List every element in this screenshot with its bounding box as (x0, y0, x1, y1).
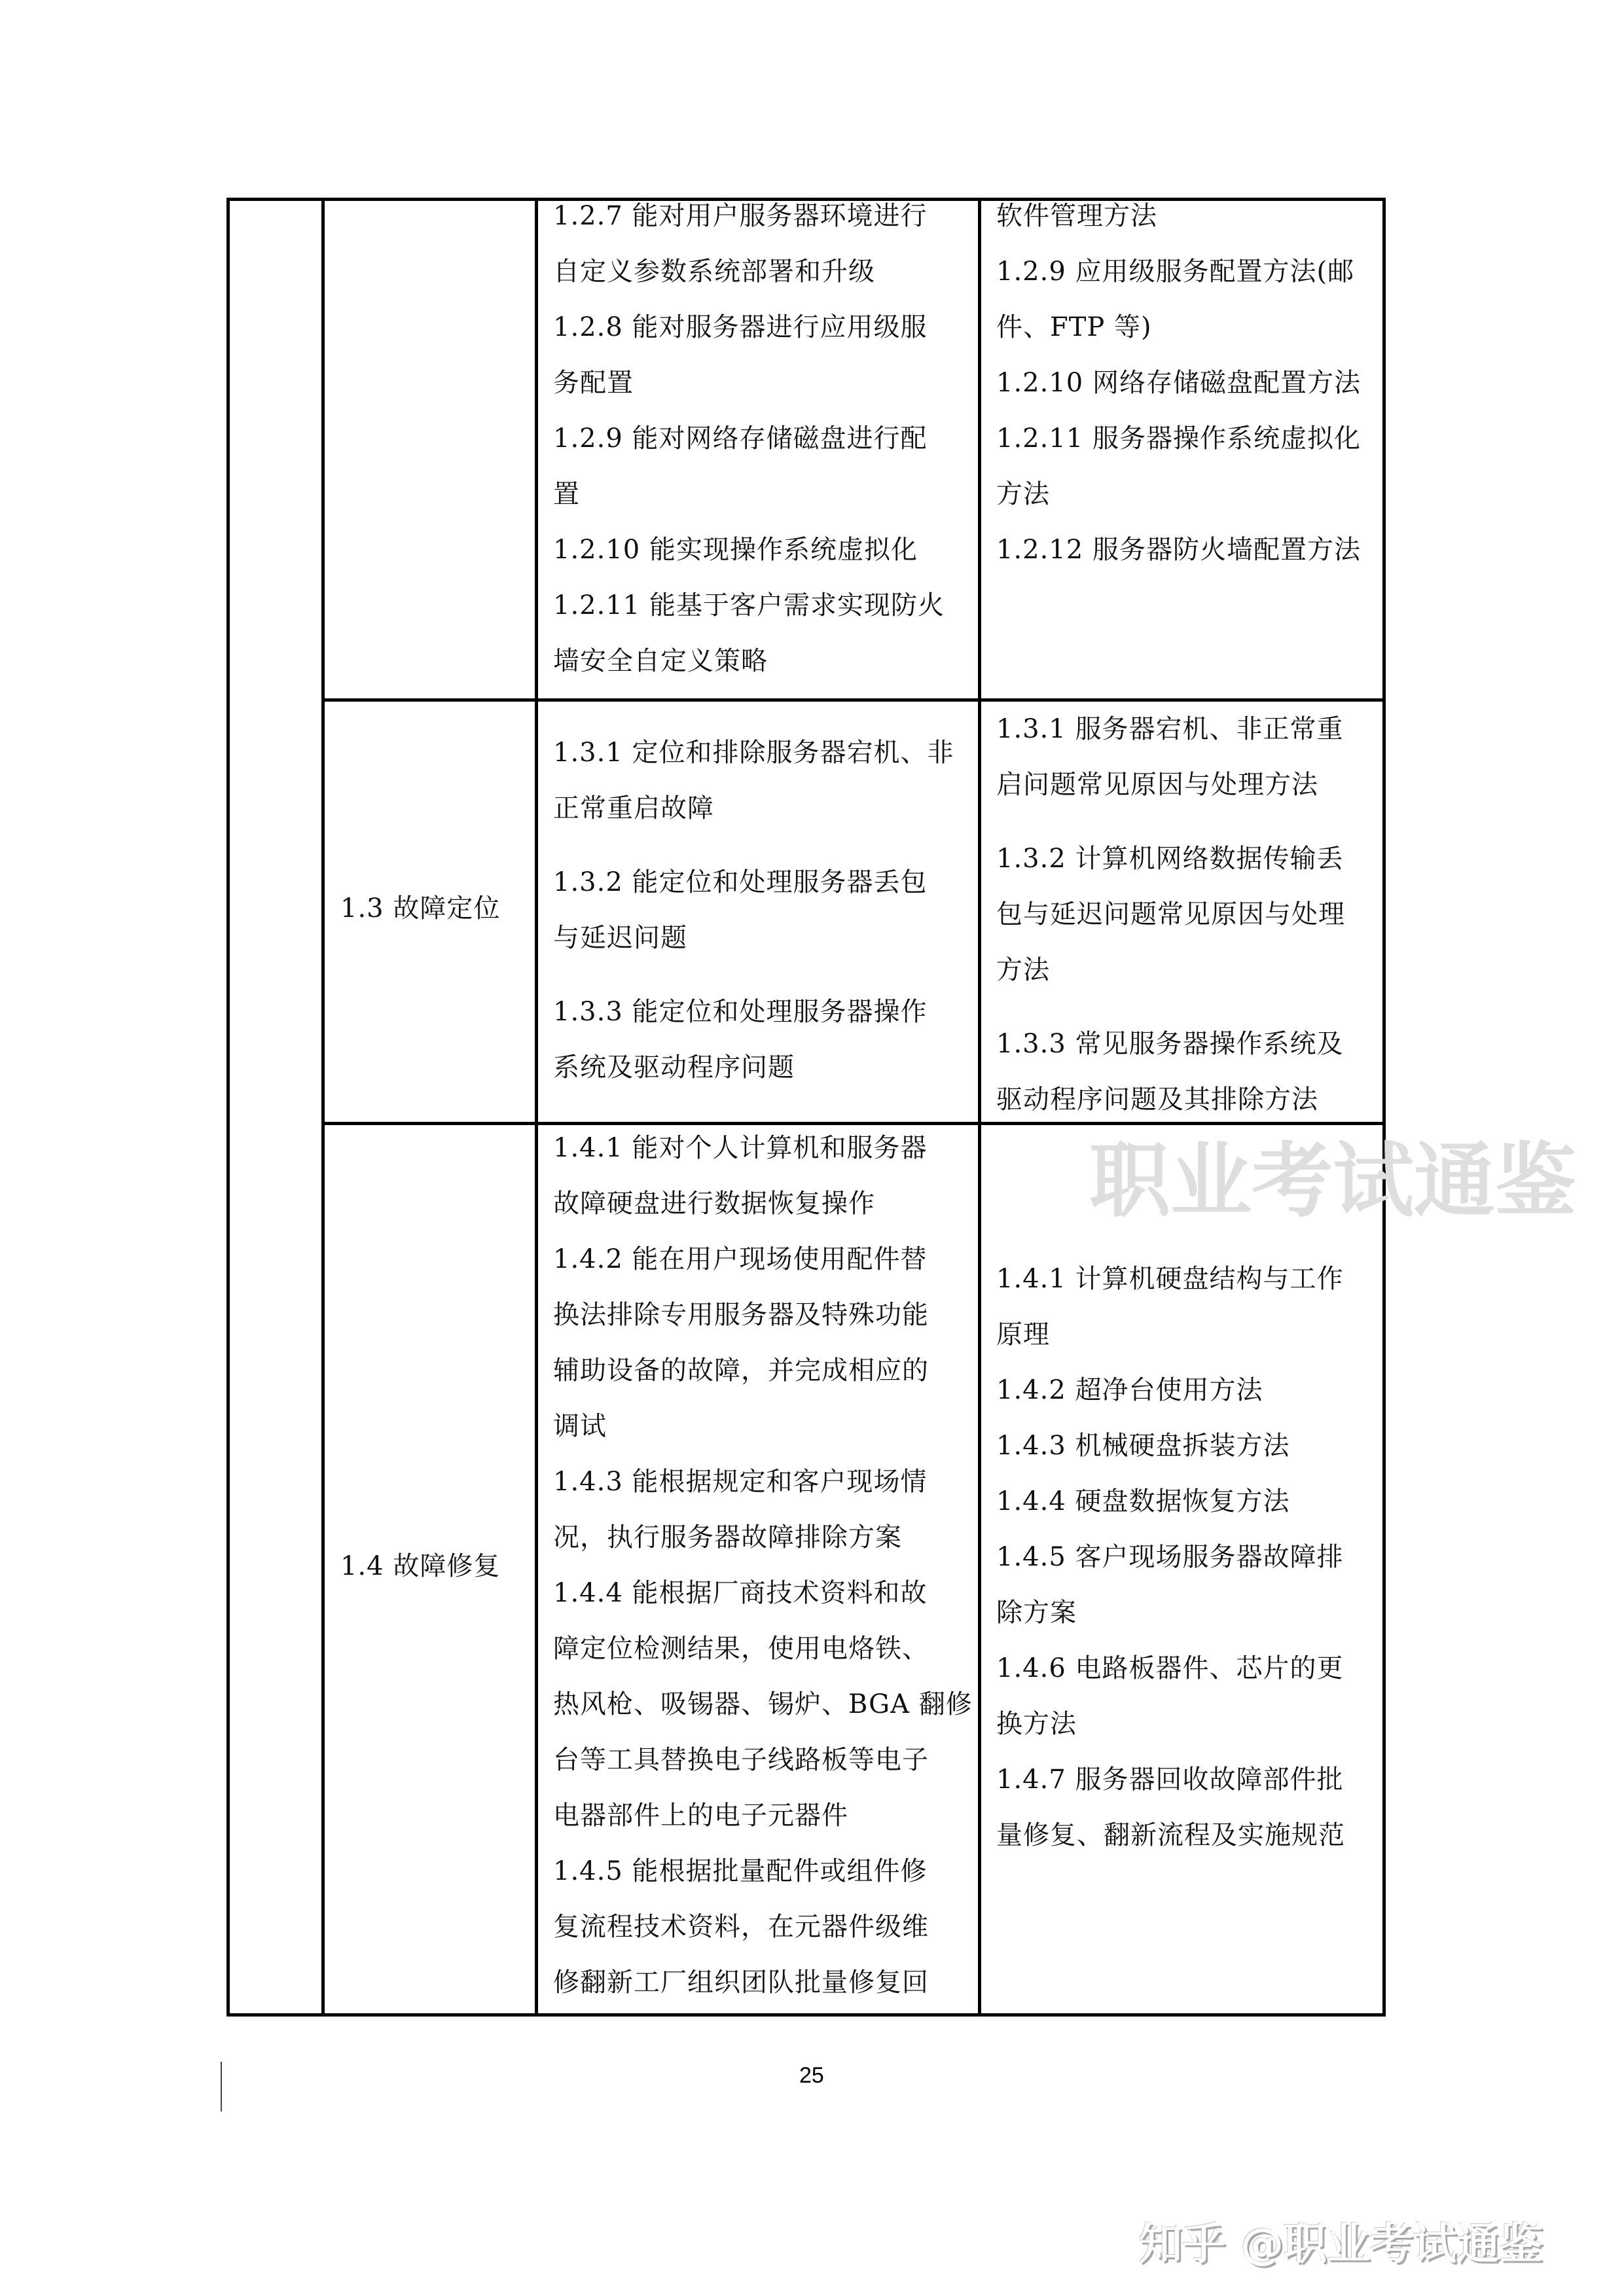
skill-line: 调试 (553, 1411, 607, 1441)
row-1-4-title: 1.4 故障修复 (340, 1551, 501, 1581)
knowledge-item (996, 522, 1382, 578)
knowledge-item (996, 831, 1382, 998)
knowledge-item (996, 1530, 1382, 1641)
knowledge-item (996, 188, 1382, 244)
row-1-2-knowledge-cell (996, 188, 1382, 578)
skill-line: 电器部件上的电子元器件 (553, 1801, 848, 1831)
knowledge-item (996, 1251, 1382, 1363)
knowledge-line: 1.2.12 服务器防火墙配置方法 (996, 535, 1361, 565)
row-1-4-knowledge-cell (996, 1251, 1382, 1863)
knowledge-line: 启问题常见原因与处理方法 (996, 770, 1318, 800)
column-divider-2 (535, 198, 538, 2017)
knowledge-item (996, 355, 1382, 411)
skill-item (553, 578, 972, 689)
skill-line: 1.4.4 能根据厂商技术资料和故 (553, 1578, 928, 1608)
knowledge-line: 驱动程序问题及其排除方法 (996, 1085, 1318, 1115)
skill-line: 1.4.1 能对个人计算机和服务器 (553, 1133, 928, 1163)
knowledge-line: 量修复、翻新流程及实施规范 (996, 1820, 1345, 1850)
skill-line: 台等工具替换电子线路板等电子 (553, 1745, 929, 1775)
knowledge-item (996, 1474, 1382, 1530)
knowledge-item (996, 702, 1382, 813)
knowledge-line: 1.2.10 网络存储磁盘配置方法 (996, 368, 1361, 398)
skill-item (553, 1844, 972, 2011)
page-number: 25 (799, 2063, 824, 2088)
skill-line: 1.4.5 能根据批量配件或组件修 (553, 1856, 928, 1886)
column-divider-1 (321, 198, 325, 2017)
knowledge-line: 包与延迟问题常见原因与处理 (996, 899, 1345, 929)
skill-line: 1.2.11 能基于客户需求实现防火 (553, 590, 945, 620)
column-divider-3 (978, 198, 981, 2017)
knowledge-line: 1.3.1 服务器宕机、非正常重 (996, 714, 1344, 744)
knowledge-line: 除方案 (996, 1598, 1077, 1628)
skill-line: 障定位检测结果，使用电烙铁、 (553, 1634, 929, 1664)
knowledge-line: 1.4.7 服务器回收故障部件批 (996, 1765, 1344, 1795)
knowledge-line: 方法 (996, 955, 1050, 985)
margin-line (221, 2062, 222, 2111)
skill-line: 与延迟问题 (553, 923, 687, 953)
skill-item (553, 1232, 972, 1454)
knowledge-line: 原理 (996, 1319, 1050, 1350)
knowledge-line: 1.3.3 常见服务器操作系统及 (996, 1029, 1344, 1059)
knowledge-item (996, 411, 1382, 522)
knowledge-line: 方法 (996, 479, 1050, 509)
row-1-3-title: 1.3 故障定位 (340, 893, 501, 924)
skill-line: 热风枪、吸锡器、锡炉、BGA 翻修 (553, 1689, 973, 1719)
skill-item (553, 1454, 972, 1566)
skill-line: 务配置 (553, 368, 634, 398)
skill-line: 1.3.3 能定位和处理服务器操作 (553, 997, 928, 1027)
knowledge-line: 1.4.1 计算机硬盘结构与工作 (996, 1264, 1344, 1294)
skill-line: 1.3.1 定位和排除服务器宕机、非 (553, 738, 954, 768)
skill-line: 1.2.10 能实现操作系统虚拟化 (553, 535, 918, 565)
skill-line: 辅助设备的故障，并完成相应的 (553, 1355, 929, 1386)
skill-line: 修翻新工厂组织团队批量修复回 (553, 1967, 929, 1998)
knowledge-item (996, 1016, 1382, 1128)
knowledge-item (996, 1363, 1382, 1418)
row-1-2-skills-cell (553, 188, 972, 689)
knowledge-line: 换方法 (996, 1709, 1077, 1739)
watermark-footer: 知乎 @职业考试通鉴 (1139, 2219, 1543, 2269)
skill-item (553, 1566, 972, 1844)
skill-line: 墙安全自定义策略 (553, 646, 768, 676)
skill-line: 系统及驱动程序问题 (553, 1052, 795, 1083)
skill-item (553, 984, 972, 1096)
skill-line: 换法排除专用服务器及特殊功能 (553, 1300, 929, 1330)
skill-item (553, 522, 972, 578)
skill-line: 1.2.8 能对服务器进行应用级服 (553, 312, 928, 342)
skill-item (553, 300, 972, 411)
skill-line: 故障硬盘进行数据恢复操作 (553, 1189, 875, 1219)
skill-item (553, 1121, 972, 1232)
knowledge-line: 软件管理方法 (996, 201, 1157, 231)
skill-line: 复流程技术资料，在元器件级维 (553, 1912, 929, 1942)
knowledge-line: 1.2.9 应用级服务配置方法(邮 (996, 257, 1355, 287)
skill-item (553, 411, 972, 522)
skill-line: 1.4.2 能在用户现场使用配件替 (553, 1244, 928, 1274)
skill-line: 自定义参数系统部署和升级 (553, 257, 875, 287)
row-1-3-knowledge-cell (996, 702, 1382, 1128)
skill-line: 1.3.2 能定位和处理服务器丢包 (553, 867, 928, 897)
row-1-4-skills-cell (553, 1121, 972, 2011)
skill-item (553, 855, 972, 966)
knowledge-line: 1.4.2 超净台使用方法 (996, 1375, 1263, 1405)
knowledge-line: 件、FTP 等) (996, 312, 1152, 342)
knowledge-item (996, 1418, 1382, 1474)
knowledge-line: 1.2.11 服务器操作系统虚拟化 (996, 423, 1361, 454)
row-1-3-skills-cell (553, 725, 972, 1096)
skill-line: 况，执行服务器故障排除方案 (553, 1522, 902, 1552)
knowledge-line: 1.4.6 电路板器件、芯片的更 (996, 1653, 1344, 1683)
knowledge-item (996, 1752, 1382, 1863)
knowledge-line: 1.4.4 硬盘数据恢复方法 (996, 1486, 1290, 1516)
knowledge-line: 1.4.5 客户现场服务器故障排 (996, 1542, 1344, 1572)
skill-line: 置 (553, 479, 580, 509)
skill-line: 1.2.9 能对网络存储磁盘进行配 (553, 423, 928, 454)
knowledge-line: 1.3.2 计算机网络数据传输丢 (996, 844, 1344, 874)
knowledge-line: 1.4.3 机械硬盘拆装方法 (996, 1431, 1290, 1461)
knowledge-item (996, 244, 1382, 355)
knowledge-item (996, 1641, 1382, 1752)
skill-line: 1.2.7 能对用户服务器环境进行 (553, 201, 928, 231)
skill-line: 正常重启故障 (553, 793, 714, 823)
watermark-center: 职业考试通鉴 (1089, 1134, 1577, 1229)
skill-item (553, 725, 972, 836)
skill-item (553, 188, 972, 300)
skill-line: 1.4.3 能根据规定和客户现场情 (553, 1467, 928, 1497)
